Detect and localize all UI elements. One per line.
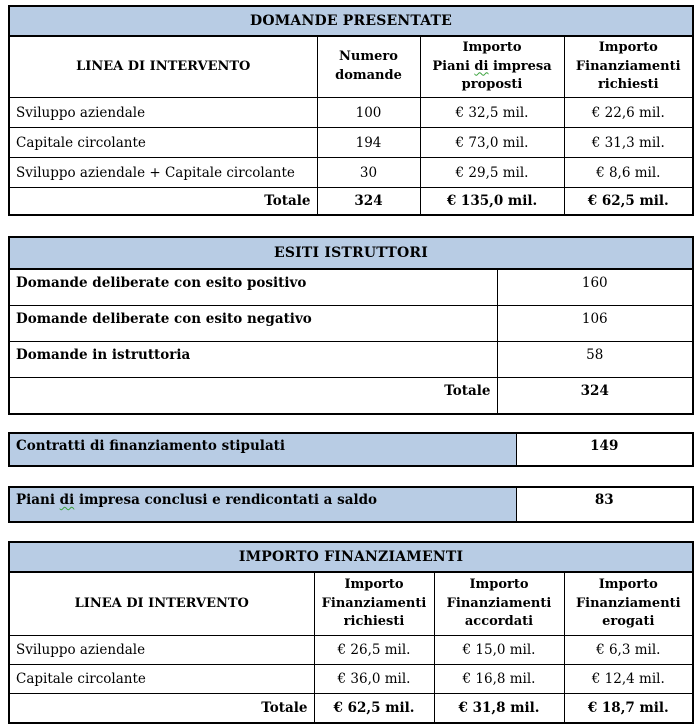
cell-totale-label: Totale bbox=[9, 188, 317, 216]
spellcheck-squiggle-word: di bbox=[59, 492, 75, 508]
col-header-importo-piani: Importo Piani di impresa proposti bbox=[420, 36, 564, 98]
table-title-row bbox=[9, 237, 693, 269]
table-title-esiti-istruttori: ESITI ISTRUTTORI bbox=[9, 237, 693, 269]
table-total-row bbox=[9, 378, 693, 415]
cell-esito-label: Domande deliberate con esito negativo bbox=[9, 306, 497, 342]
cell-totale-accordati: € 31,8 mil. bbox=[434, 694, 564, 724]
cell-totale-label: Totale bbox=[9, 378, 497, 415]
table-row bbox=[9, 665, 693, 694]
table-title-domande-presentate: DOMANDE PRESENTATE bbox=[9, 6, 693, 36]
cell-numero: 30 bbox=[317, 158, 420, 188]
cell-richiesti: € 36,0 mil. bbox=[314, 665, 434, 694]
col-header-linea-di-intervento: LINEA DI INTERVENTO bbox=[9, 572, 314, 636]
cell-esito-value: 106 bbox=[497, 306, 693, 342]
col-header-importo-finanziamenti-richiesti: Importo Finanziamenti richiesti bbox=[564, 36, 693, 98]
col-header-finanziamenti-erogati: Importo Finanziamenti erogati bbox=[564, 572, 693, 636]
col-header-numero-domande: Numero domande bbox=[317, 36, 420, 98]
cell-totale-richiesti: € 62,5 mil. bbox=[314, 694, 434, 724]
cell-totale-erogati: € 18,7 mil. bbox=[564, 694, 693, 724]
cell-esito-label: Domande in istruttoria bbox=[9, 342, 497, 378]
cell-contratti-label: Contratti di finanziamento stipulati bbox=[9, 433, 516, 466]
table-row bbox=[9, 487, 693, 522]
cell-piani: € 32,5 mil. bbox=[420, 98, 564, 128]
table-row bbox=[9, 306, 693, 342]
table-contratti-stipulati bbox=[8, 432, 694, 467]
cell-esito-label: Domande deliberate con esito positivo bbox=[9, 269, 497, 306]
cell-piani-conclusi-label: Piani di impresa conclusi e rendicontati a saldo bbox=[9, 487, 516, 522]
table-piani-conclusi bbox=[8, 486, 694, 523]
col-header-finanziamenti-accordati: Importo Finanziamenti accordati bbox=[434, 572, 564, 636]
spellcheck-squiggle-word: di bbox=[474, 58, 489, 74]
cell-linea: Sviluppo aziendale bbox=[9, 636, 314, 665]
table-domande-presentate bbox=[8, 5, 694, 216]
col-header-linea-di-intervento: LINEA DI INTERVENTO bbox=[9, 36, 317, 98]
cell-richiesti: € 26,5 mil. bbox=[314, 636, 434, 665]
table-row bbox=[9, 98, 693, 128]
cell-totale-richiesti: € 62,5 mil. bbox=[564, 188, 693, 216]
cell-esito-value: 58 bbox=[497, 342, 693, 378]
cell-totale-piani: € 135,0 mil. bbox=[420, 188, 564, 216]
table-title-importo-finanziamenti: IMPORTO FINANZIAMENTI bbox=[9, 542, 693, 572]
col-header-finanziamenti-richiesti: Importo Finanziamenti richiesti bbox=[314, 572, 434, 636]
table-importo-finanziamenti bbox=[8, 541, 694, 724]
cell-numero: 100 bbox=[317, 98, 420, 128]
table-row bbox=[9, 158, 693, 188]
cell-linea: Sviluppo aziendale bbox=[9, 98, 317, 128]
cell-accordati: € 16,8 mil. bbox=[434, 665, 564, 694]
table-row bbox=[9, 269, 693, 306]
cell-linea: Capitale circolante bbox=[9, 128, 317, 158]
cell-totale-numero: 324 bbox=[317, 188, 420, 216]
cell-totale-label: Totale bbox=[9, 694, 314, 724]
cell-erogati: € 6,3 mil. bbox=[564, 636, 693, 665]
cell-piani: € 73,0 mil. bbox=[420, 128, 564, 158]
cell-richiesti: € 8,6 mil. bbox=[564, 158, 693, 188]
table-row bbox=[9, 342, 693, 378]
table-row bbox=[9, 636, 693, 665]
cell-accordati: € 15,0 mil. bbox=[434, 636, 564, 665]
column-header-row bbox=[9, 36, 693, 98]
cell-richiesti: € 22,6 mil. bbox=[564, 98, 693, 128]
table-esiti-istruttori bbox=[8, 236, 694, 415]
cell-numero: 194 bbox=[317, 128, 420, 158]
cell-linea: Sviluppo aziendale + Capitale circolante bbox=[9, 158, 317, 188]
table-row bbox=[9, 433, 693, 466]
cell-esito-value: 160 bbox=[497, 269, 693, 306]
cell-contratti-value: 149 bbox=[516, 433, 693, 466]
table-total-row bbox=[9, 694, 693, 724]
cell-erogati: € 12,4 mil. bbox=[564, 665, 693, 694]
cell-totale-value: 324 bbox=[497, 378, 693, 415]
cell-piani: € 29,5 mil. bbox=[420, 158, 564, 188]
cell-linea: Capitale circolante bbox=[9, 665, 314, 694]
table-row bbox=[9, 128, 693, 158]
table-title-row bbox=[9, 542, 693, 572]
column-header-row bbox=[9, 572, 693, 636]
table-title-row bbox=[9, 6, 693, 36]
cell-piani-conclusi-value: 83 bbox=[516, 487, 693, 522]
cell-richiesti: € 31,3 mil. bbox=[564, 128, 693, 158]
table-total-row bbox=[9, 188, 693, 216]
